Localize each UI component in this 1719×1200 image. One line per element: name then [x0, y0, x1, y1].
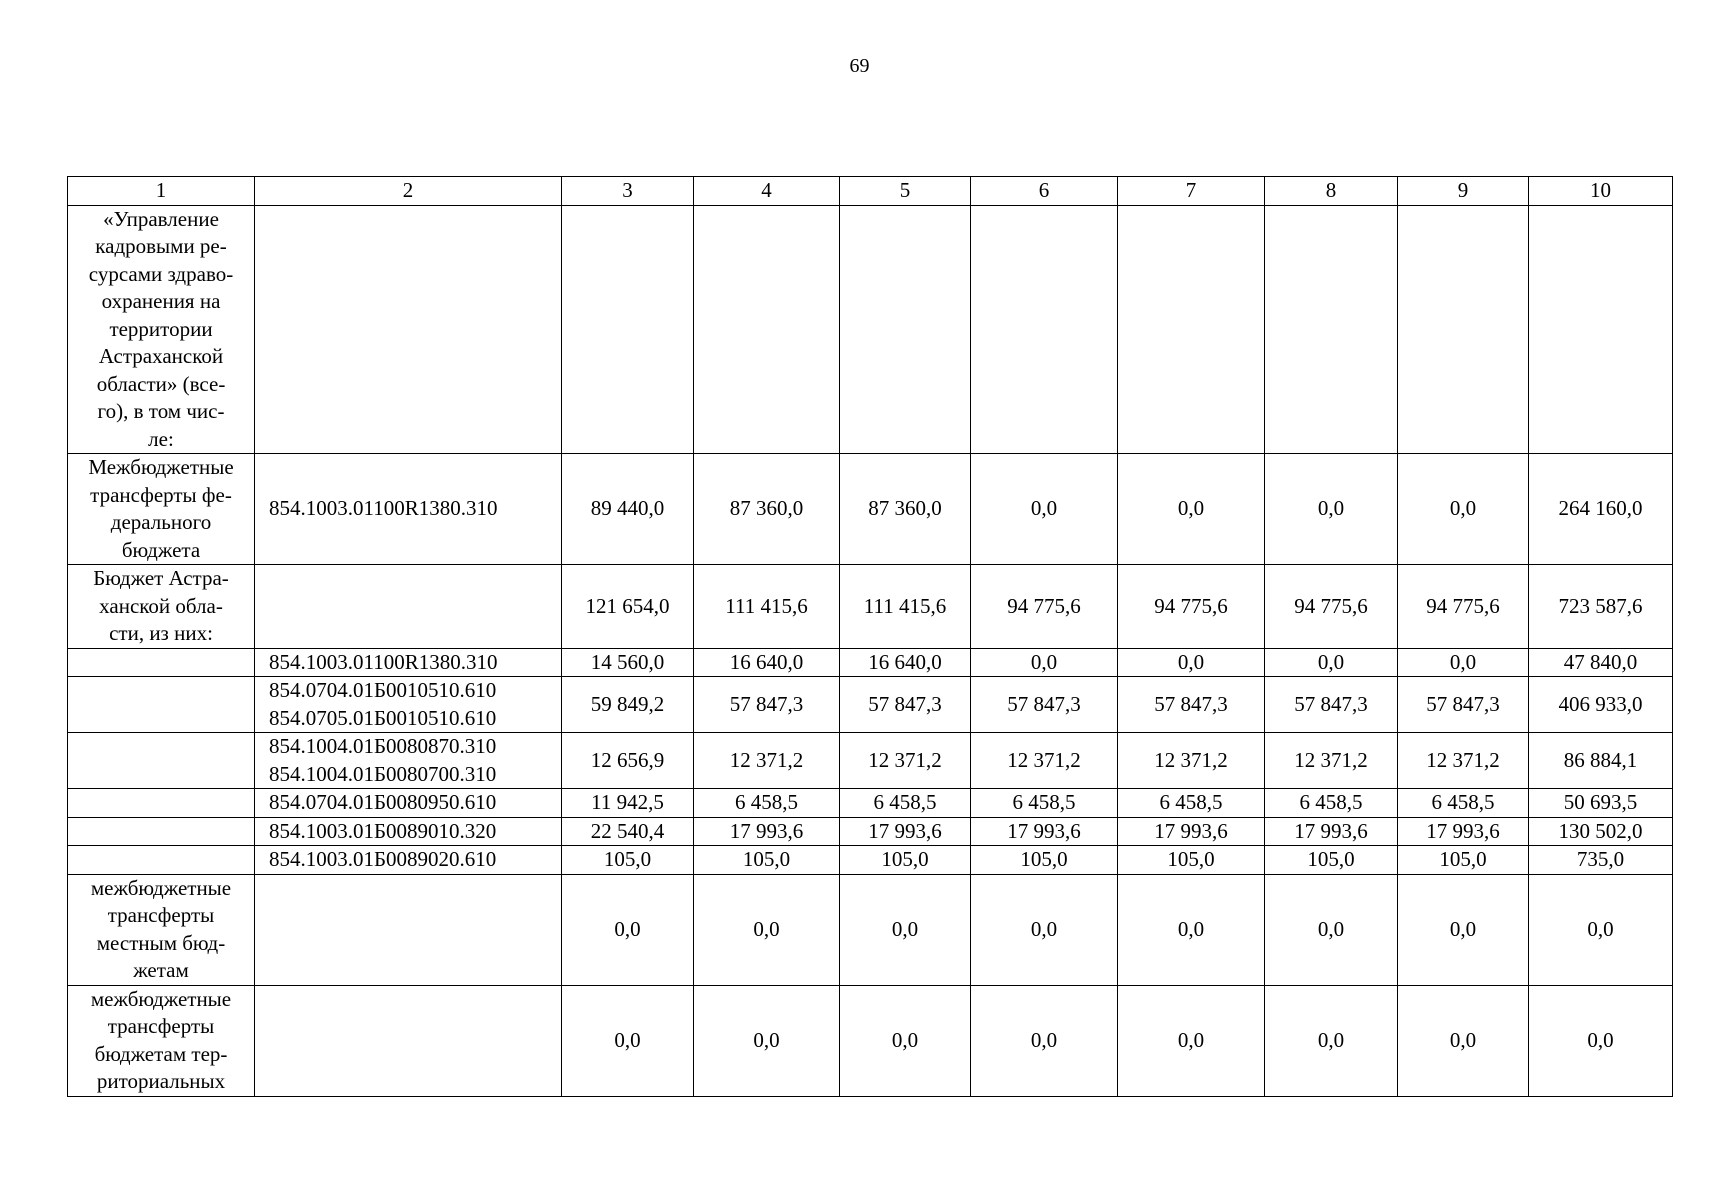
header-cell: 1 [68, 177, 255, 206]
table-row [68, 565, 1673, 649]
row-name-line: охранения на [101, 289, 221, 313]
header-cell: 9 [1398, 177, 1529, 206]
table-row [68, 789, 1673, 818]
value-cell: 94 775,6 [971, 565, 1118, 649]
row-name-line: дерального [110, 510, 212, 534]
value-cell: 57 847,3 [840, 677, 971, 733]
budget-code: 854.0704.01Б0080950.610 [269, 790, 497, 814]
header-cell: 8 [1265, 177, 1398, 206]
value-cell: 17 993,6 [1265, 817, 1398, 846]
table-row [68, 454, 1673, 565]
value-cell: 723 587,6 [1529, 565, 1673, 649]
value-cell: 0,0 [840, 985, 971, 1096]
value-cell: 0,0 [1529, 985, 1673, 1096]
value-cell [840, 205, 971, 454]
value-cell: 0,0 [1118, 454, 1265, 565]
value-cell: 17 993,6 [1398, 817, 1529, 846]
row-name-line: Бюджет Астра- [93, 566, 229, 590]
value-cell: 6 458,5 [1265, 789, 1398, 818]
value-cell: 0,0 [971, 454, 1118, 565]
budget-code: 854.1003.01100R1380.310 [269, 649, 498, 674]
value-cell: 17 993,6 [694, 817, 840, 846]
row-name-cell [68, 874, 255, 985]
budget-code: 854.1003.01Б0089020.610 [269, 847, 497, 871]
value-cell: 11 942,5 [562, 789, 694, 818]
row-name-cell [68, 565, 255, 649]
value-cell: 0,0 [840, 874, 971, 985]
value-cell: 12 656,9 [562, 733, 694, 789]
row-name-line: территории [109, 316, 213, 341]
value-cell: 0,0 [971, 648, 1118, 677]
value-cell: 0,0 [1118, 985, 1265, 1096]
table-row [68, 205, 1673, 454]
value-cell: 6 458,5 [840, 789, 971, 818]
table-row [68, 817, 1673, 846]
value-cell: 111 415,6 [840, 565, 971, 649]
row-name-line: кадровыми ре- [95, 234, 227, 258]
value-cell: 12 371,2 [1265, 733, 1398, 789]
value-cell [694, 205, 840, 454]
value-cell: 17 993,6 [840, 817, 971, 846]
budget-code-cell [255, 205, 562, 454]
value-cell: 105,0 [562, 846, 694, 875]
header-cell: 5 [840, 177, 971, 206]
value-cell: 94 775,6 [1265, 565, 1398, 649]
value-cell: 105,0 [1265, 846, 1398, 875]
value-cell: 0,0 [1398, 874, 1529, 985]
value-cell: 6 458,5 [971, 789, 1118, 818]
value-cell: 12 371,2 [694, 733, 840, 789]
header-cell: 6 [971, 177, 1118, 206]
value-cell: 14 560,0 [562, 648, 694, 677]
row-name-line: сти, из них: [109, 621, 213, 645]
row-name-line: области» (все- [96, 371, 226, 396]
value-cell: 6 458,5 [1398, 789, 1529, 818]
row-name-cell [68, 677, 255, 733]
table-row [68, 874, 1673, 985]
budget-code-cell [255, 846, 562, 875]
budget-code: 854.1003.01100R1380.310 [269, 496, 498, 521]
value-cell: 57 847,3 [1265, 677, 1398, 733]
row-name-line: «Управление [103, 206, 219, 231]
value-cell: 0,0 [1398, 648, 1529, 677]
row-name-line: жетам [133, 958, 189, 982]
value-cell: 0,0 [1398, 985, 1529, 1096]
value-cell: 12 371,2 [1398, 733, 1529, 789]
budget-code: 854.1004.01Б0080870.310 [269, 734, 497, 758]
row-name-line: трансферты фе- [90, 482, 232, 507]
row-name-line: местным бюд- [96, 930, 226, 955]
value-cell: 87 360,0 [694, 454, 840, 565]
value-cell: 0,0 [971, 874, 1118, 985]
value-cell: 0,0 [971, 985, 1118, 1096]
row-name-cell [68, 985, 255, 1096]
row-name-cell [68, 789, 255, 818]
value-cell: 86 884,1 [1529, 733, 1673, 789]
value-cell: 17 993,6 [971, 817, 1118, 846]
row-name-cell [68, 817, 255, 846]
budget-code-cell [255, 733, 562, 789]
value-cell: 94 775,6 [1398, 565, 1529, 649]
header-cell: 2 [255, 177, 562, 206]
value-cell: 406 933,0 [1529, 677, 1673, 733]
value-cell: 111 415,6 [694, 565, 840, 649]
value-cell: 12 371,2 [971, 733, 1118, 789]
table-row [68, 846, 1673, 875]
header-cell: 4 [694, 177, 840, 206]
budget-code-cell [255, 677, 562, 733]
value-cell: 57 847,3 [1118, 677, 1265, 733]
budget-code-cell [255, 565, 562, 649]
value-cell: 47 840,0 [1529, 648, 1673, 677]
budget-code-cell [255, 985, 562, 1096]
value-cell: 0,0 [1265, 874, 1398, 985]
budget-code-cell [255, 648, 562, 677]
row-name-cell [68, 733, 255, 789]
value-cell: 16 640,0 [840, 648, 971, 677]
value-cell: 0,0 [1118, 874, 1265, 985]
table-row [68, 677, 1673, 733]
value-cell: 16 640,0 [694, 648, 840, 677]
budget-code-cell [255, 817, 562, 846]
value-cell: 17 993,6 [1118, 817, 1265, 846]
row-name-line: Межбюджетные [88, 455, 234, 479]
value-cell: 12 371,2 [840, 733, 971, 789]
table-body [68, 177, 1673, 1097]
header-cell: 10 [1529, 177, 1673, 206]
row-name-line: трансферты [107, 903, 215, 927]
page-number: 69 [849, 55, 870, 77]
row-name-line: риториальных [96, 1069, 226, 1093]
value-cell: 6 458,5 [1118, 789, 1265, 818]
value-cell: 50 693,5 [1529, 789, 1673, 818]
value-cell: 59 849,2 [562, 677, 694, 733]
value-cell: 87 360,0 [840, 454, 971, 565]
value-cell: 105,0 [840, 846, 971, 875]
value-cell [562, 205, 694, 454]
value-cell: 6 458,5 [694, 789, 840, 818]
row-name-line: бюджетам тер- [94, 1041, 228, 1066]
row-name-cell [68, 205, 255, 454]
value-cell: 0,0 [562, 874, 694, 985]
value-cell: 0,0 [562, 985, 694, 1096]
value-cell: 0,0 [1118, 648, 1265, 677]
value-cell [1529, 205, 1673, 454]
table-row [68, 733, 1673, 789]
row-name-line: ханской обла- [99, 593, 223, 618]
value-cell: 57 847,3 [1398, 677, 1529, 733]
budget-code-cell [255, 454, 562, 565]
value-cell: 105,0 [971, 846, 1118, 875]
value-cell: 57 847,3 [694, 677, 840, 733]
row-name-cell [68, 648, 255, 677]
value-cell: 0,0 [1265, 454, 1398, 565]
value-cell [1398, 205, 1529, 454]
value-cell: 0,0 [694, 985, 840, 1096]
row-name-line: межбюджетные [90, 875, 232, 900]
row-name-line: межбюджетные [90, 986, 232, 1011]
row-name-line: сурсами здраво- [88, 261, 234, 286]
value-cell: 130 502,0 [1529, 817, 1673, 846]
budget-table [67, 176, 1673, 1097]
budget-code: 854.1003.01Б0089010.320 [269, 818, 497, 843]
value-cell: 105,0 [1118, 846, 1265, 875]
budget-code: 854.1004.01Б0080700.310 [269, 761, 497, 786]
value-cell: 12 371,2 [1118, 733, 1265, 789]
value-cell: 0,0 [694, 874, 840, 985]
table-row [68, 985, 1673, 1096]
value-cell: 105,0 [694, 846, 840, 875]
value-cell: 22 540,4 [562, 817, 694, 846]
value-cell: 57 847,3 [971, 677, 1118, 733]
value-cell: 94 775,6 [1118, 565, 1265, 649]
header-row [68, 177, 1673, 206]
row-name-line: го), в том чис- [97, 399, 225, 423]
budget-code: 854.0704.01Б0010510.610 [269, 678, 497, 702]
value-cell: 105,0 [1398, 846, 1529, 875]
row-name-line: трансферты [107, 1014, 215, 1038]
value-cell: 0,0 [1529, 874, 1673, 985]
row-name-line: ле: [148, 426, 174, 451]
row-name-cell [68, 454, 255, 565]
value-cell: 735,0 [1529, 846, 1673, 875]
value-cell: 0,0 [1398, 454, 1529, 565]
row-name-line: бюджета [121, 537, 201, 562]
row-name-cell [68, 846, 255, 875]
value-cell: 89 440,0 [562, 454, 694, 565]
budget-code: 854.0705.01Б0010510.610 [269, 705, 497, 730]
table-row [68, 648, 1673, 677]
value-cell: 264 160,0 [1529, 454, 1673, 565]
header-cell: 7 [1118, 177, 1265, 206]
value-cell [1118, 205, 1265, 454]
value-cell: 121 654,0 [562, 565, 694, 649]
value-cell: 0,0 [1265, 648, 1398, 677]
value-cell: 0,0 [1265, 985, 1398, 1096]
value-cell [1265, 205, 1398, 454]
budget-code-cell [255, 789, 562, 818]
budget-code-cell [255, 874, 562, 985]
row-name-line: Астраханской [98, 344, 224, 368]
value-cell [971, 205, 1118, 454]
header-cell: 3 [562, 177, 694, 206]
